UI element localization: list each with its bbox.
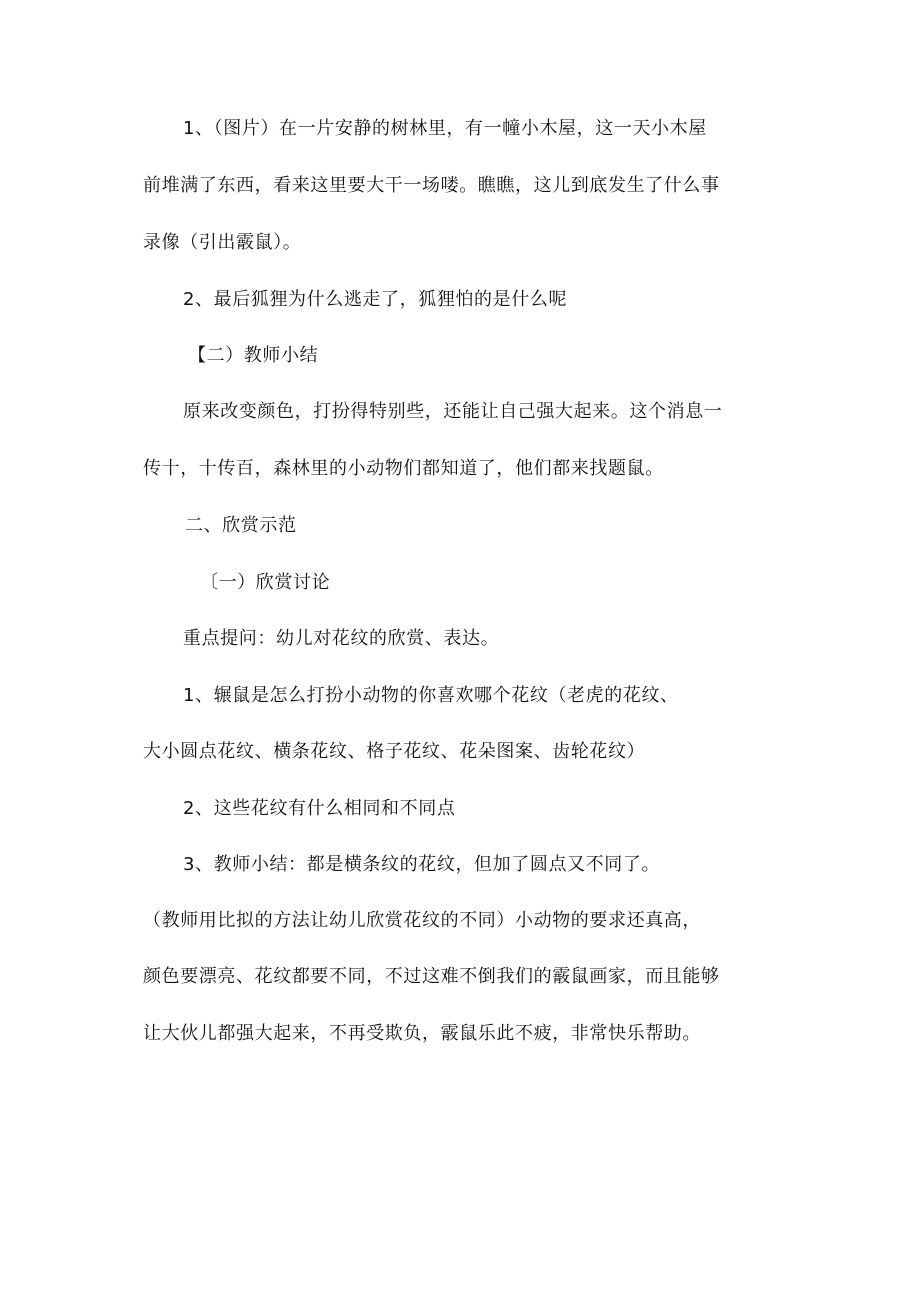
- paragraph-line: 颜色要漂亮、花纹都要不同，不过这难不倒我们的霰鼠画家，而且能够: [143, 966, 720, 987]
- paragraph-line: 录像（引出霰鼠）。: [143, 232, 302, 253]
- paragraph-line: 2、最后狐狸为什么逃走了，狐狸怕的是什么呢: [183, 289, 568, 310]
- section-heading: 【二）教师小结: [188, 345, 319, 366]
- section-heading: 〔一）欣赏讨论: [200, 572, 331, 593]
- paragraph-line: 2、这些花纹有什么相同和不同点: [183, 798, 456, 819]
- paragraph-line: 3、教师小结：都是横条纹的花纹，但加了圆点又不同了。: [183, 854, 661, 875]
- paragraph-line: 1、辗鼠是怎么打扮小动物的你喜欢哪个花纹（老虎的花纹、: [183, 685, 679, 706]
- paragraph-line: （教师用比拟的方法让幼儿欣赏花纹的不同）小动物的要求还真高，: [143, 910, 701, 931]
- paragraph-line: 原来改变颜色，打扮得特别些，还能让自己强大起来。这个消息一: [183, 401, 723, 422]
- paragraph-line: 前堆满了东西，看来这里要大干一场喽。瞧瞧，这儿到底发生了什么事: [143, 175, 720, 196]
- section-heading: 二、欣赏示范: [185, 515, 297, 536]
- paragraph-line: 传十，十传百，森林里的小动物们都知道了，他们都来找题鼠。: [143, 458, 664, 479]
- paragraph-line: 让大伙儿都强大起来，不再受欺负，霰鼠乐此不疲，非常快乐帮助。: [143, 1023, 701, 1044]
- paragraph-line: 1、（图片）在一片安静的树林里，有一幢小木屋，这一天小木屋: [183, 118, 707, 139]
- paragraph-line: 大小圆点花纹、横条花纹、格子花纹、花朵图案、齿轮花纹）: [143, 741, 646, 762]
- paragraph-line: 重点提问：幼儿对花纹的欣赏、表达。: [183, 628, 500, 649]
